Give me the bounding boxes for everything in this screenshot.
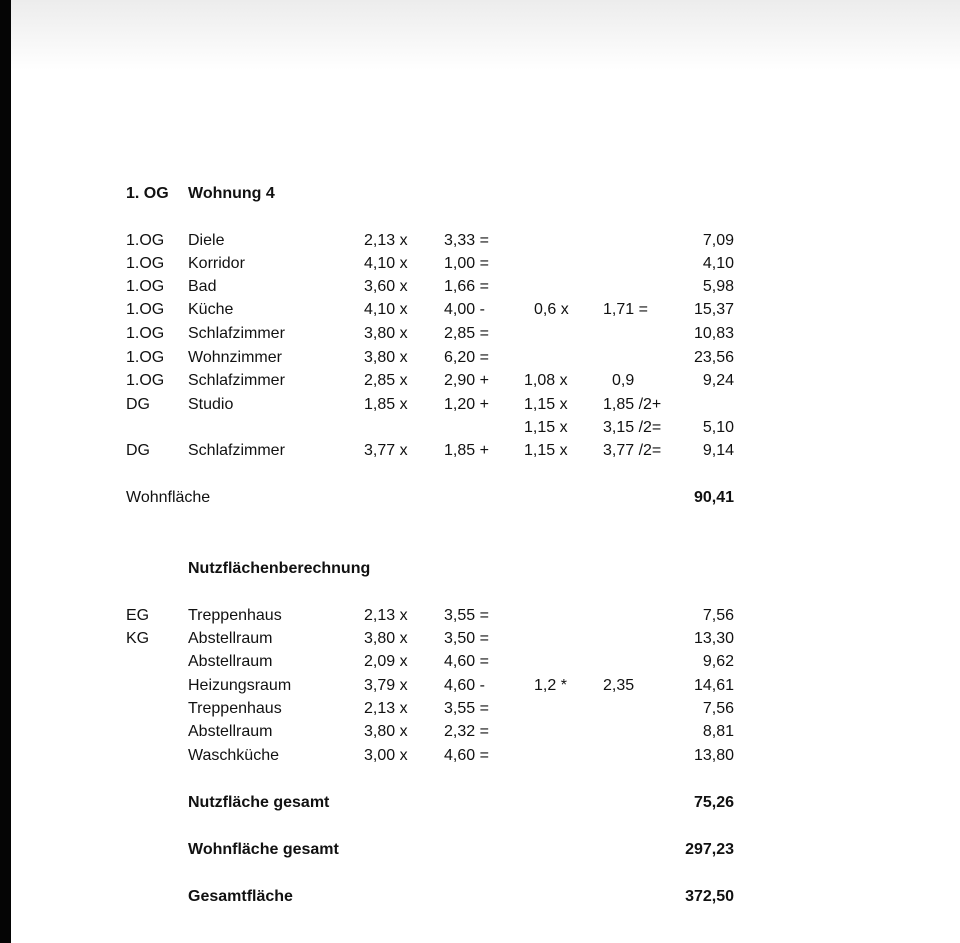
cell-room: Abstellraum xyxy=(188,653,273,670)
summary-value: 297,23 xyxy=(685,841,734,858)
summary-label: Nutzfläche gesamt xyxy=(188,794,330,811)
cell-dim-d: 1,71 = xyxy=(603,301,648,318)
usable-area-heading-row xyxy=(0,559,960,583)
cell-total: 7,56 xyxy=(702,700,734,717)
cell-floor: 1.OG xyxy=(126,278,165,295)
cell-floor: 1.OG xyxy=(126,301,165,318)
cell-room: Treppenhaus xyxy=(188,607,282,624)
header-floor: 1. OG xyxy=(126,185,169,202)
cell-room: Heizungsraum xyxy=(188,677,292,694)
cell-dim-b: 1,85 + xyxy=(444,442,489,459)
usable-area-heading: Nutzflächenberechnung xyxy=(188,560,371,577)
cell-room: Küche xyxy=(188,301,234,318)
cell-dim-b: 4,60 = xyxy=(444,747,489,764)
cell-dim-a: 1,85 x xyxy=(364,396,408,413)
cell-room: Korridor xyxy=(188,255,245,272)
table-row xyxy=(0,676,960,700)
cell-floor: 1.OG xyxy=(126,372,165,389)
cell-dim-d: 3,77 /2= xyxy=(603,442,662,459)
table-row xyxy=(0,418,960,442)
cell-dim-c: 1,15 x xyxy=(524,419,568,436)
cell-dim-b: 3,55 = xyxy=(444,700,489,717)
table-row xyxy=(0,629,960,653)
cell-dim-b: 2,32 = xyxy=(444,723,489,740)
cell-total: 14,61 xyxy=(693,677,734,694)
cell-dim-b: 6,20 = xyxy=(444,349,489,366)
cell-dim-a: 3,80 x xyxy=(364,630,408,647)
cell-total: 9,24 xyxy=(702,372,734,389)
cell-total: 9,62 xyxy=(702,653,734,670)
cell-floor: EG xyxy=(126,607,150,624)
summary-row-living xyxy=(0,840,960,864)
cell-floor: DG xyxy=(126,396,150,413)
cell-dim-a: 3,77 x xyxy=(364,442,408,459)
living-total-label: Wohnfläche xyxy=(126,489,211,506)
cell-total: 23,56 xyxy=(693,349,734,366)
cell-room: Studio xyxy=(188,396,234,413)
cell-room: Schlafzimmer xyxy=(188,325,285,342)
cell-dim-d: 3,15 /2= xyxy=(603,419,662,436)
cell-dim-d: 0,9 xyxy=(612,372,635,389)
cell-floor: 1.OG xyxy=(126,349,165,366)
cell-dim-a: 4,10 x xyxy=(364,301,408,318)
table-row xyxy=(0,652,960,676)
cell-dim-a: 2,13 x xyxy=(364,232,408,249)
cell-dim-a: 2,13 x xyxy=(364,700,408,717)
cell-total: 13,80 xyxy=(693,747,734,764)
cell-room: Schlafzimmer xyxy=(188,442,285,459)
cell-dim-b: 4,60 - xyxy=(444,677,485,694)
cell-dim-a: 3,80 x xyxy=(364,723,408,740)
table-row xyxy=(0,441,960,465)
cell-floor: 1.OG xyxy=(126,255,165,272)
cell-dim-b: 2,90 + xyxy=(444,372,489,389)
table-row xyxy=(0,722,960,746)
cell-room: Abstellraum xyxy=(188,630,273,647)
cell-dim-b: 4,00 - xyxy=(444,301,485,318)
cell-dim-c: 0,6 x xyxy=(534,301,569,318)
table-row xyxy=(0,746,960,770)
cell-dim-a: 2,09 x xyxy=(364,653,408,670)
header-title: Wohnung 4 xyxy=(188,185,275,202)
cell-total: 10,83 xyxy=(693,325,734,342)
cell-dim-a: 2,13 x xyxy=(364,607,408,624)
table-row xyxy=(0,395,960,419)
cell-room: Bad xyxy=(188,278,217,295)
cell-dim-b: 1,00 = xyxy=(444,255,489,272)
summary-label: Wohnfläche gesamt xyxy=(188,841,339,858)
cell-room: Waschküche xyxy=(188,747,279,764)
cell-total: 8,81 xyxy=(702,723,734,740)
cell-dim-b: 3,55 = xyxy=(444,607,489,624)
cell-dim-c: 1,15 x xyxy=(524,442,568,459)
table-row xyxy=(0,371,960,395)
cell-dim-d: 1,85 /2+ xyxy=(603,396,662,413)
cell-dim-b: 4,60 = xyxy=(444,653,489,670)
cell-dim-a: 4,10 x xyxy=(364,255,408,272)
cell-room: Diele xyxy=(188,232,225,249)
summary-value: 75,26 xyxy=(693,794,734,811)
cell-floor: KG xyxy=(126,630,150,647)
summary-row-usable xyxy=(0,793,960,817)
living-area-total-row xyxy=(0,488,960,512)
table-row xyxy=(0,324,960,348)
cell-dim-a: 3,00 x xyxy=(364,747,408,764)
cell-dim-b: 1,66 = xyxy=(444,278,489,295)
cell-dim-a: 2,85 x xyxy=(364,372,408,389)
cell-dim-b: 3,50 = xyxy=(444,630,489,647)
table-row xyxy=(0,254,960,278)
table-row xyxy=(0,348,960,372)
summary-label: Gesamtfläche xyxy=(188,888,293,905)
living-total-value: 90,41 xyxy=(693,489,734,506)
cell-floor: 1.OG xyxy=(126,232,165,249)
table-row xyxy=(0,699,960,723)
cell-dim-a: 3,79 x xyxy=(364,677,408,694)
cell-total: 7,09 xyxy=(702,232,734,249)
cell-dim-b: 3,33 = xyxy=(444,232,489,249)
cell-dim-a: 3,80 x xyxy=(364,325,408,342)
cell-dim-a: 3,60 x xyxy=(364,278,408,295)
cell-room: Treppenhaus xyxy=(188,700,282,717)
cell-dim-d: 2,35 xyxy=(603,677,635,694)
cell-total: 5,10 xyxy=(702,419,734,436)
cell-dim-b: 2,85 = xyxy=(444,325,489,342)
cell-dim-a: 3,80 x xyxy=(364,349,408,366)
cell-room: Schlafzimmer xyxy=(188,372,285,389)
cell-dim-b: 1,20 + xyxy=(444,396,489,413)
cell-dim-c: 1,2 * xyxy=(534,677,567,694)
table-row xyxy=(0,300,960,324)
cell-total: 4,10 xyxy=(702,255,734,272)
cell-floor: DG xyxy=(126,442,150,459)
table-row xyxy=(0,231,960,255)
cell-floor: 1.OG xyxy=(126,325,165,342)
cell-total: 15,37 xyxy=(693,301,734,318)
cell-room: Wohnzimmer xyxy=(188,349,282,366)
cell-total: 9,14 xyxy=(702,442,734,459)
summary-value: 372,50 xyxy=(685,888,734,905)
cell-total: 5,98 xyxy=(702,278,734,295)
table-row xyxy=(0,277,960,301)
cell-total: 13,30 xyxy=(693,630,734,647)
table-row xyxy=(0,606,960,630)
section-header xyxy=(0,184,960,208)
cell-total: 7,56 xyxy=(702,607,734,624)
cell-dim-c: 1,08 x xyxy=(524,372,568,389)
cell-dim-c: 1,15 x xyxy=(524,396,568,413)
cell-room: Abstellraum xyxy=(188,723,273,740)
summary-row-total xyxy=(0,887,960,911)
